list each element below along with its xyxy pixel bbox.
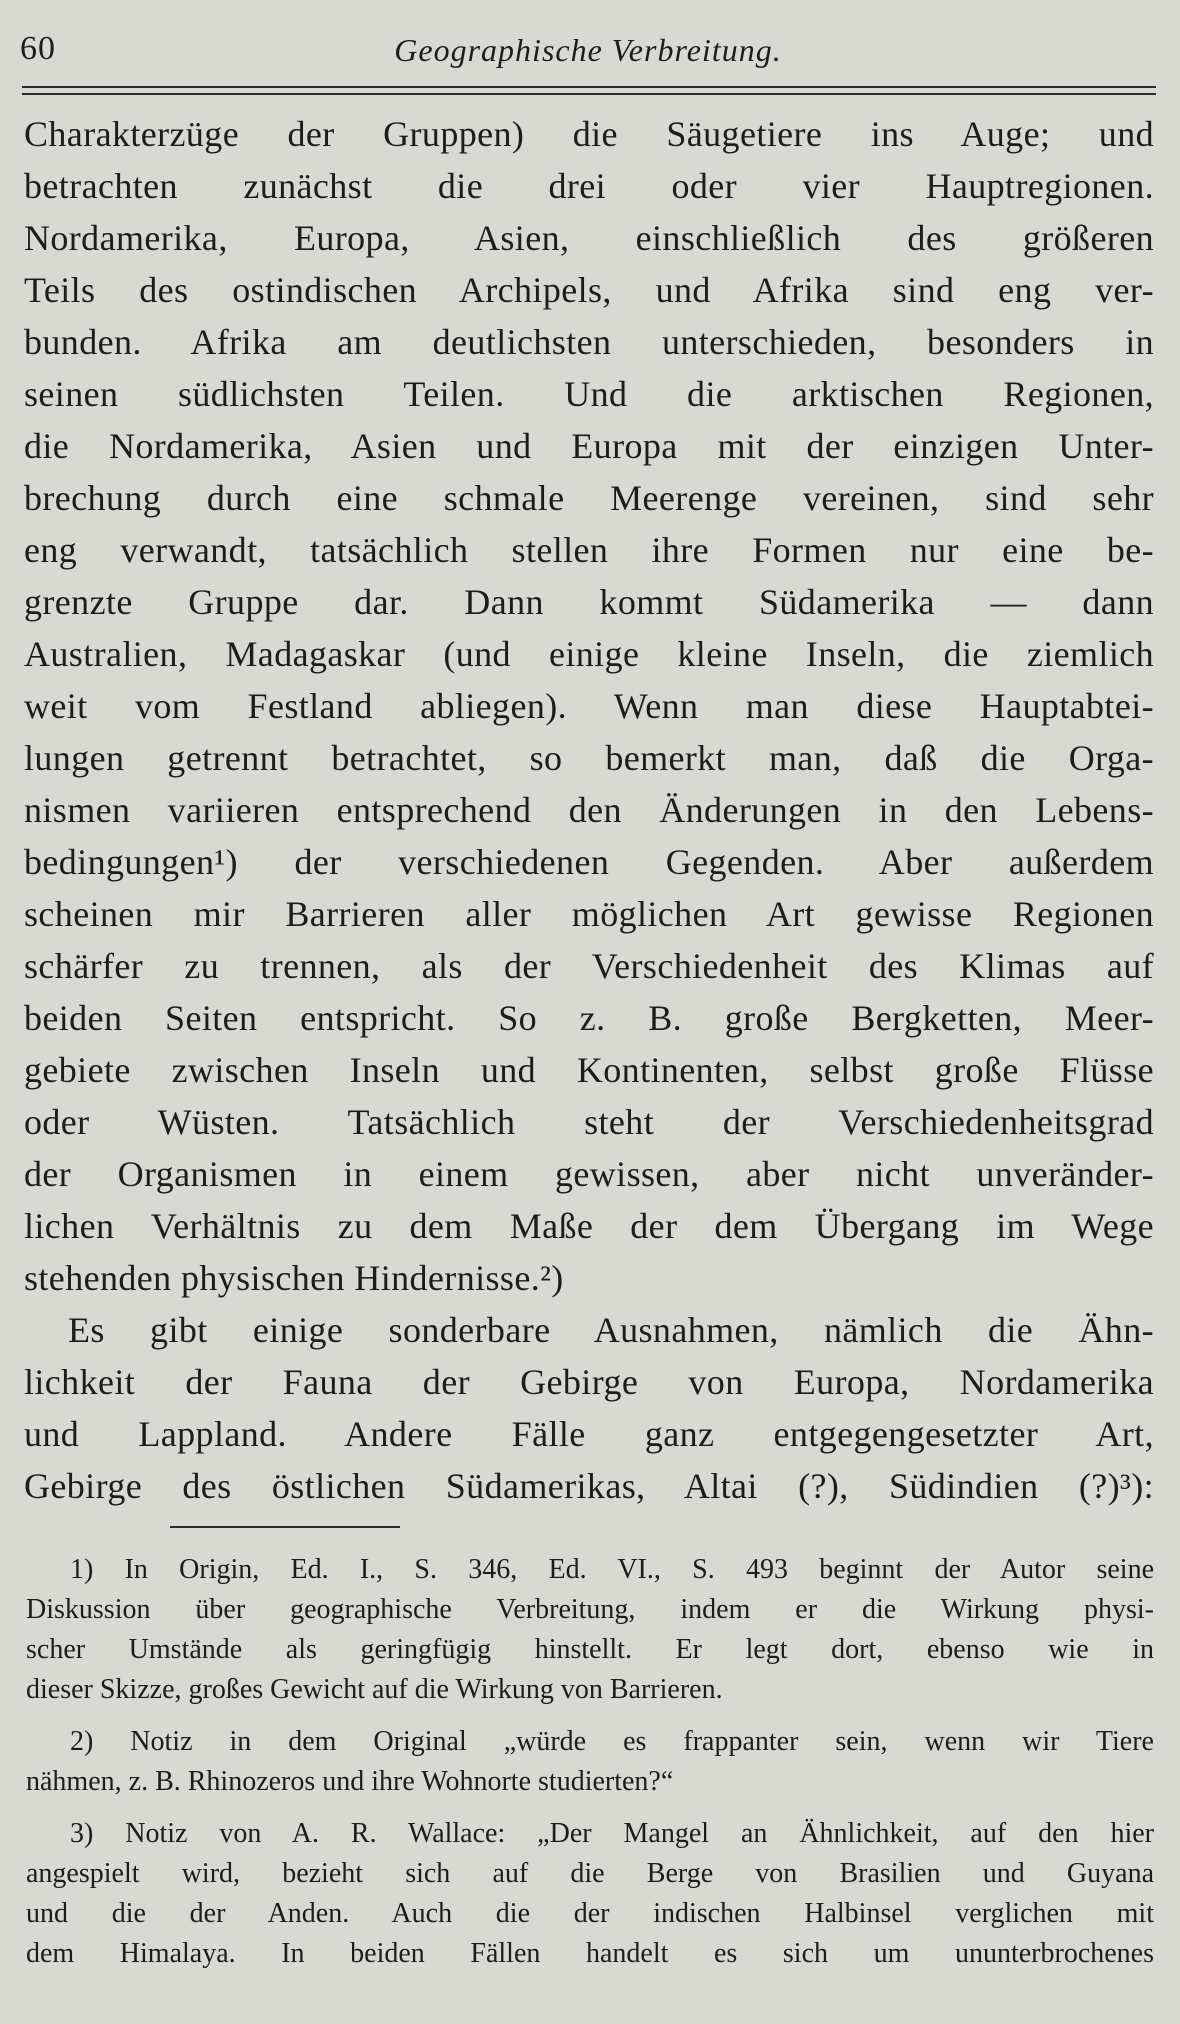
footnote-1-line: dieser Skizze, großes Gewicht auf die Wirkung von Barrieren. [26, 1674, 723, 1705]
footnote-3-line: 3) Notiz von A. R. Wallace: „Der Mangel an Ähnlichkeit, auf den hier [70, 1818, 1154, 1849]
body-line: und Lappland. Andere Fälle ganz entgegengesetzter Art, [24, 1414, 1154, 1454]
body-line: weit vom Festland abliegen). Wenn man diese Hauptabtei- [24, 686, 1154, 726]
body-line: Charakterzüge der Gruppen) die Säugetiere ins Auge; und [24, 114, 1154, 154]
body-line: bedingungen¹) der verschiedenen Gegenden. Aber außerdem [24, 842, 1154, 882]
body-line: die Nordamerika, Asien und Europa mit der einzigen Unter- [24, 426, 1154, 466]
body-line: Gebirge des östlichen Südamerikas, Altai (?), Südindien (?)³): [24, 1466, 1154, 1506]
body-line: Teils des ostindischen Archipels, und Afrika sind eng ver- [24, 270, 1154, 310]
body-line: gebiete zwischen Inseln und Kontinenten, selbst große Flüsse [24, 1050, 1154, 1090]
body-line: lichkeit der Fauna der Gebirge von Europa, Nordamerika [24, 1362, 1154, 1402]
body-line: Australien, Madagaskar (und einige kleine Inseln, die ziemlich [24, 634, 1154, 674]
body-text [24, 108, 1154, 1512]
body-line: oder Wüsten. Tatsächlich steht der Verschiedenheitsgrad [24, 1102, 1154, 1142]
body-line: eng verwandt, tatsächlich stellen ihre Formen nur eine be- [24, 530, 1154, 570]
body-line: Nordamerika, Europa, Asien, einschließlich des größeren [24, 218, 1154, 258]
body-line: betrachten zunächst die drei oder vier Hauptregionen. [24, 166, 1154, 206]
footnote-1-line: scher Umstände als geringfügig hinstellt. Er legt dort, ebenso wie in [26, 1634, 1154, 1665]
running-title: Geographische Verbreitung. [394, 32, 782, 68]
footnotes [26, 1550, 1154, 1974]
footnote-3-line: dem Himalaya. In beiden Fällen handelt es sich um ununterbrochenes [26, 1938, 1154, 1969]
footnote-3-line: angespielt wird, bezieht sich auf die Berge von Brasilien und Guyana [26, 1858, 1154, 1889]
body-line: stehenden physischen Hindernisse.²) [24, 1258, 564, 1298]
body-line: schärfer zu trennen, als der Verschiedenheit des Klimas auf [24, 946, 1154, 986]
body-line: beiden Seiten entspricht. So z. B. große Bergketten, Meer- [24, 998, 1154, 1038]
page-header [20, 26, 1156, 76]
footnote-3-line: und die der Anden. Auch die der indischen Halbinsel verglichen mit [26, 1898, 1154, 1929]
header-rule-double [22, 93, 1156, 95]
body-line: bunden. Afrika am deutlichsten unterschieden, besonders in [24, 322, 1154, 362]
body-line: brechung durch eine schmale Meerenge vereinen, sind sehr [24, 478, 1154, 518]
footnote-1-line: 1) In Origin, Ed. I., S. 346, Ed. VI., S. 493 beginnt der Autor seine [70, 1554, 1154, 1585]
page-number: 60 [20, 30, 56, 67]
body-line: lungen getrennt betrachtet, so bemerkt man, daß die Orga- [24, 738, 1154, 778]
header-rule [22, 86, 1156, 88]
body-line: lichen Verhältnis zu dem Maße der dem Übergang im Wege [24, 1206, 1154, 1246]
footnote-separator [170, 1526, 400, 1528]
body-line: seinen südlichsten Teilen. Und die arktischen Regionen, [24, 374, 1154, 414]
body-line: Es gibt einige sonderbare Ausnahmen, nämlich die Ähn- [68, 1310, 1154, 1350]
body-line: scheinen mir Barrieren aller möglichen Art gewisse Regionen [24, 894, 1154, 934]
footnote-2-line: 2) Notiz in dem Original „würde es frappanter sein, wenn wir Tiere [70, 1726, 1154, 1757]
footnote-1-line: Diskussion über geographische Verbreitung, indem er die Wirkung physi- [26, 1594, 1154, 1625]
body-line: grenzte Gruppe dar. Dann kommt Südamerika — dann [24, 582, 1154, 622]
footnote-2-line: nähmen, z. B. Rhinozeros und ihre Wohnorte studierten?“ [26, 1766, 674, 1797]
body-line: nismen variieren entsprechend den Änderungen in den Lebens- [24, 790, 1154, 830]
body-line: der Organismen in einem gewissen, aber nicht unveränder- [24, 1154, 1154, 1194]
